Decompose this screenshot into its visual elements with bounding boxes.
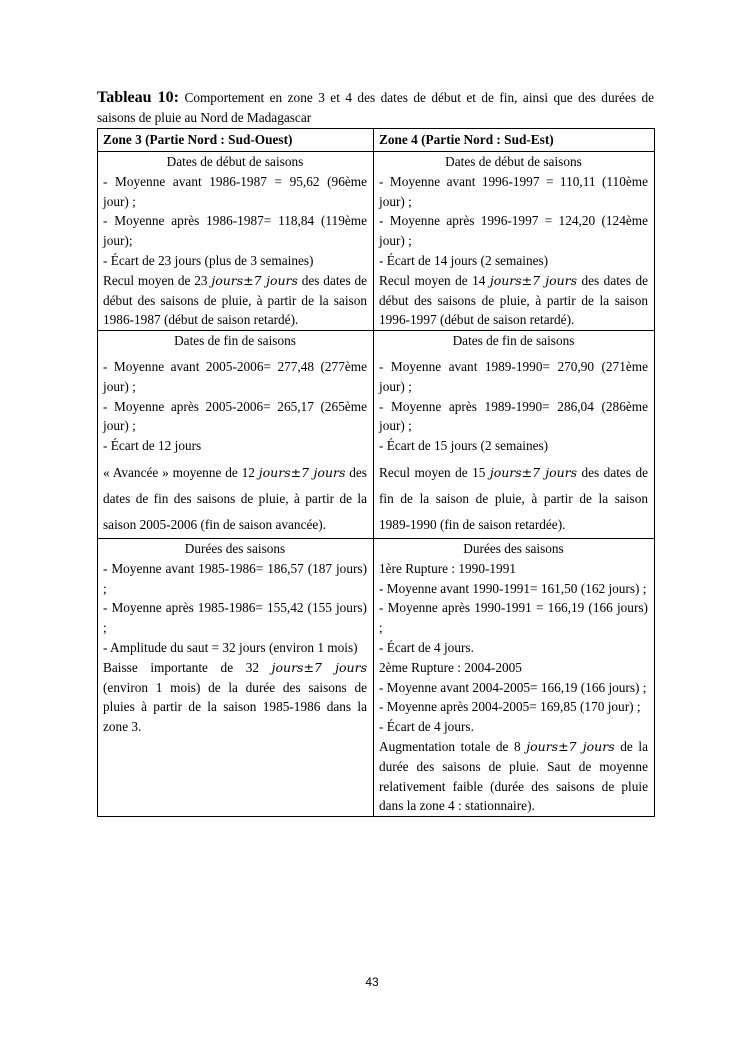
- math-expression: jours±7 jours: [526, 738, 615, 754]
- list-item: - Moyenne avant 2004-2005= 166,19 (166 jours) ;: [379, 679, 647, 695]
- math-expression: jours±7 jours: [258, 464, 346, 480]
- para-text: de la durée des saisons de pluie. Saut de moyenne relativement faible (durée des saisons de pluie dans la zone 4 : stationnaire).: [379, 738, 648, 814]
- math-expression: jours±7 jours: [489, 464, 578, 480]
- summary-paragraph: [103, 271, 367, 330]
- list-item: - Amplitude du saut = 32 jours (environ 1 mois): [103, 639, 358, 655]
- list-item: - Moyenne après 1986-1987= 118,84 (119ème jour);: [103, 213, 367, 249]
- list-item: - Moyenne avant 1990-1991= 161,50 (162 jours) ;: [379, 580, 647, 596]
- comparison-table: [97, 128, 655, 817]
- para-text: Recul moyen de 14: [379, 272, 490, 288]
- cell-fin-zone4: [374, 331, 655, 539]
- list-item: - Moyenne après 2004-2005= 169,85 (170 jour) ;: [379, 699, 641, 715]
- summary-paragraph: [379, 271, 648, 330]
- list-item: - Moyenne après 1990-1991 = 166,19 (166 jours) ;: [379, 600, 648, 636]
- list-item: - Écart de 4 jours.: [379, 639, 474, 655]
- list-item: - Moyenne après 1985-1986= 155,42 (155 jours) ;: [103, 600, 367, 636]
- page-number: 43: [365, 975, 379, 989]
- math-expression: jours±7 jours: [489, 272, 578, 288]
- math-expression: jours±7 jours: [271, 659, 367, 675]
- para-text: (environ 1 mois) de la durée des saisons de pluies à partir de la saison 1985-1986 dans la zone 3.: [103, 679, 367, 735]
- list-item: - Moyenne avant 1989-1990= 270,90 (271ème jour) ;: [379, 358, 648, 394]
- section-title: Dates de fin de saisons: [174, 333, 296, 349]
- section-title: Dates de début de saisons: [166, 154, 304, 169]
- cell-debut-zone3: [98, 152, 374, 331]
- rupture-label: 1ère Rupture : 1990-1991: [379, 560, 517, 576]
- list-item: - Moyenne avant 1996-1997 = 110,11 (110ème jour) ;: [379, 173, 648, 209]
- section-title: Durées des saisons: [184, 540, 286, 556]
- summary-paragraph: [103, 460, 367, 538]
- section-title: Dates de début de saisons: [445, 154, 582, 169]
- summary-paragraph: [379, 737, 648, 816]
- list-item: - Écart de 12 jours: [103, 438, 202, 454]
- caption-text: Comportement en zone 3 et 4 des dates de début et de fin, ainsi que des durées de saisons de pluie au Nord de Madagascar: [97, 90, 654, 125]
- list-item: - Écart de 4 jours.: [379, 719, 474, 735]
- summary-paragraph: [379, 460, 648, 538]
- list-item: - Moyenne avant 1985-1986= 186,57 (187 jours) ;: [103, 560, 367, 596]
- table-caption: [97, 88, 654, 128]
- list-item: - Moyenne avant 1986-1987 = 95,62 (96ème jour) ;: [103, 173, 367, 209]
- list-item: - Écart de 15 jours (2 semaines): [379, 438, 549, 454]
- list-item: - Moyenne avant 2005-2006= 277,48 (277ème jour) ;: [103, 358, 367, 394]
- para-text: des dates de début des saisons de pluie, à partir de la saison 1996-1997 (début de saison retardé).: [379, 272, 648, 328]
- header-zone3: Zone 3 (Partie Nord : Sud-Ouest): [98, 129, 374, 152]
- list-item: - Moyenne après 1989-1990= 286,04 (286ème jour) ;: [379, 398, 648, 434]
- list-item: - Moyenne après 2005-2006= 265,17 (265ème jour) ;: [103, 398, 367, 434]
- document-page: [97, 88, 654, 817]
- para-text: des dates de fin de la saison de pluie, à partir de la saison 1989-1990 (fin de saison retardée).: [379, 464, 648, 532]
- cell-fin-zone3: [98, 331, 374, 539]
- list-item: - Écart de 23 jours (plus de 3 semaines): [103, 252, 314, 268]
- rupture-label: 2ème Rupture : 2004-2005: [379, 659, 522, 675]
- row-fin: [98, 331, 655, 539]
- para-text: Baisse importante de 32: [103, 659, 272, 675]
- section-title: Durées des saisons: [463, 540, 564, 556]
- para-text: des dates de fin des saisons de pluie, à partir de la saison 2005-2006 (fin de saison avancée).: [103, 464, 367, 532]
- cell-durees-zone4: [374, 538, 655, 816]
- cell-durees-zone3: [98, 538, 374, 816]
- para-text: Augmentation totale de 8: [379, 738, 527, 754]
- summary-paragraph: [103, 658, 367, 737]
- math-expression: jours±7 jours: [211, 272, 298, 288]
- header-zone4: Zone 4 (Partie Nord : Sud-Est): [374, 129, 655, 152]
- list-item: - Écart de 14 jours (2 semaines): [379, 252, 549, 268]
- row-durees: [98, 538, 655, 816]
- cell-debut-zone4: [374, 152, 655, 331]
- para-text: Recul moyen de 15: [379, 464, 490, 480]
- para-text: des dates de début des saisons de pluie, à partir de la saison 1986-1987 (début de saison retardé).: [103, 272, 367, 328]
- header-row: [98, 129, 655, 152]
- caption-lead: Tableau 10:: [97, 89, 179, 106]
- row-debut: [98, 152, 655, 331]
- section-title: Dates de fin de saisons: [452, 333, 575, 349]
- para-text: « Avancée » moyenne de 12: [103, 464, 259, 480]
- para-text: Recul moyen de 23: [103, 272, 212, 288]
- list-item: - Moyenne après 1996-1997 = 124,20 (124ème jour) ;: [379, 213, 648, 249]
